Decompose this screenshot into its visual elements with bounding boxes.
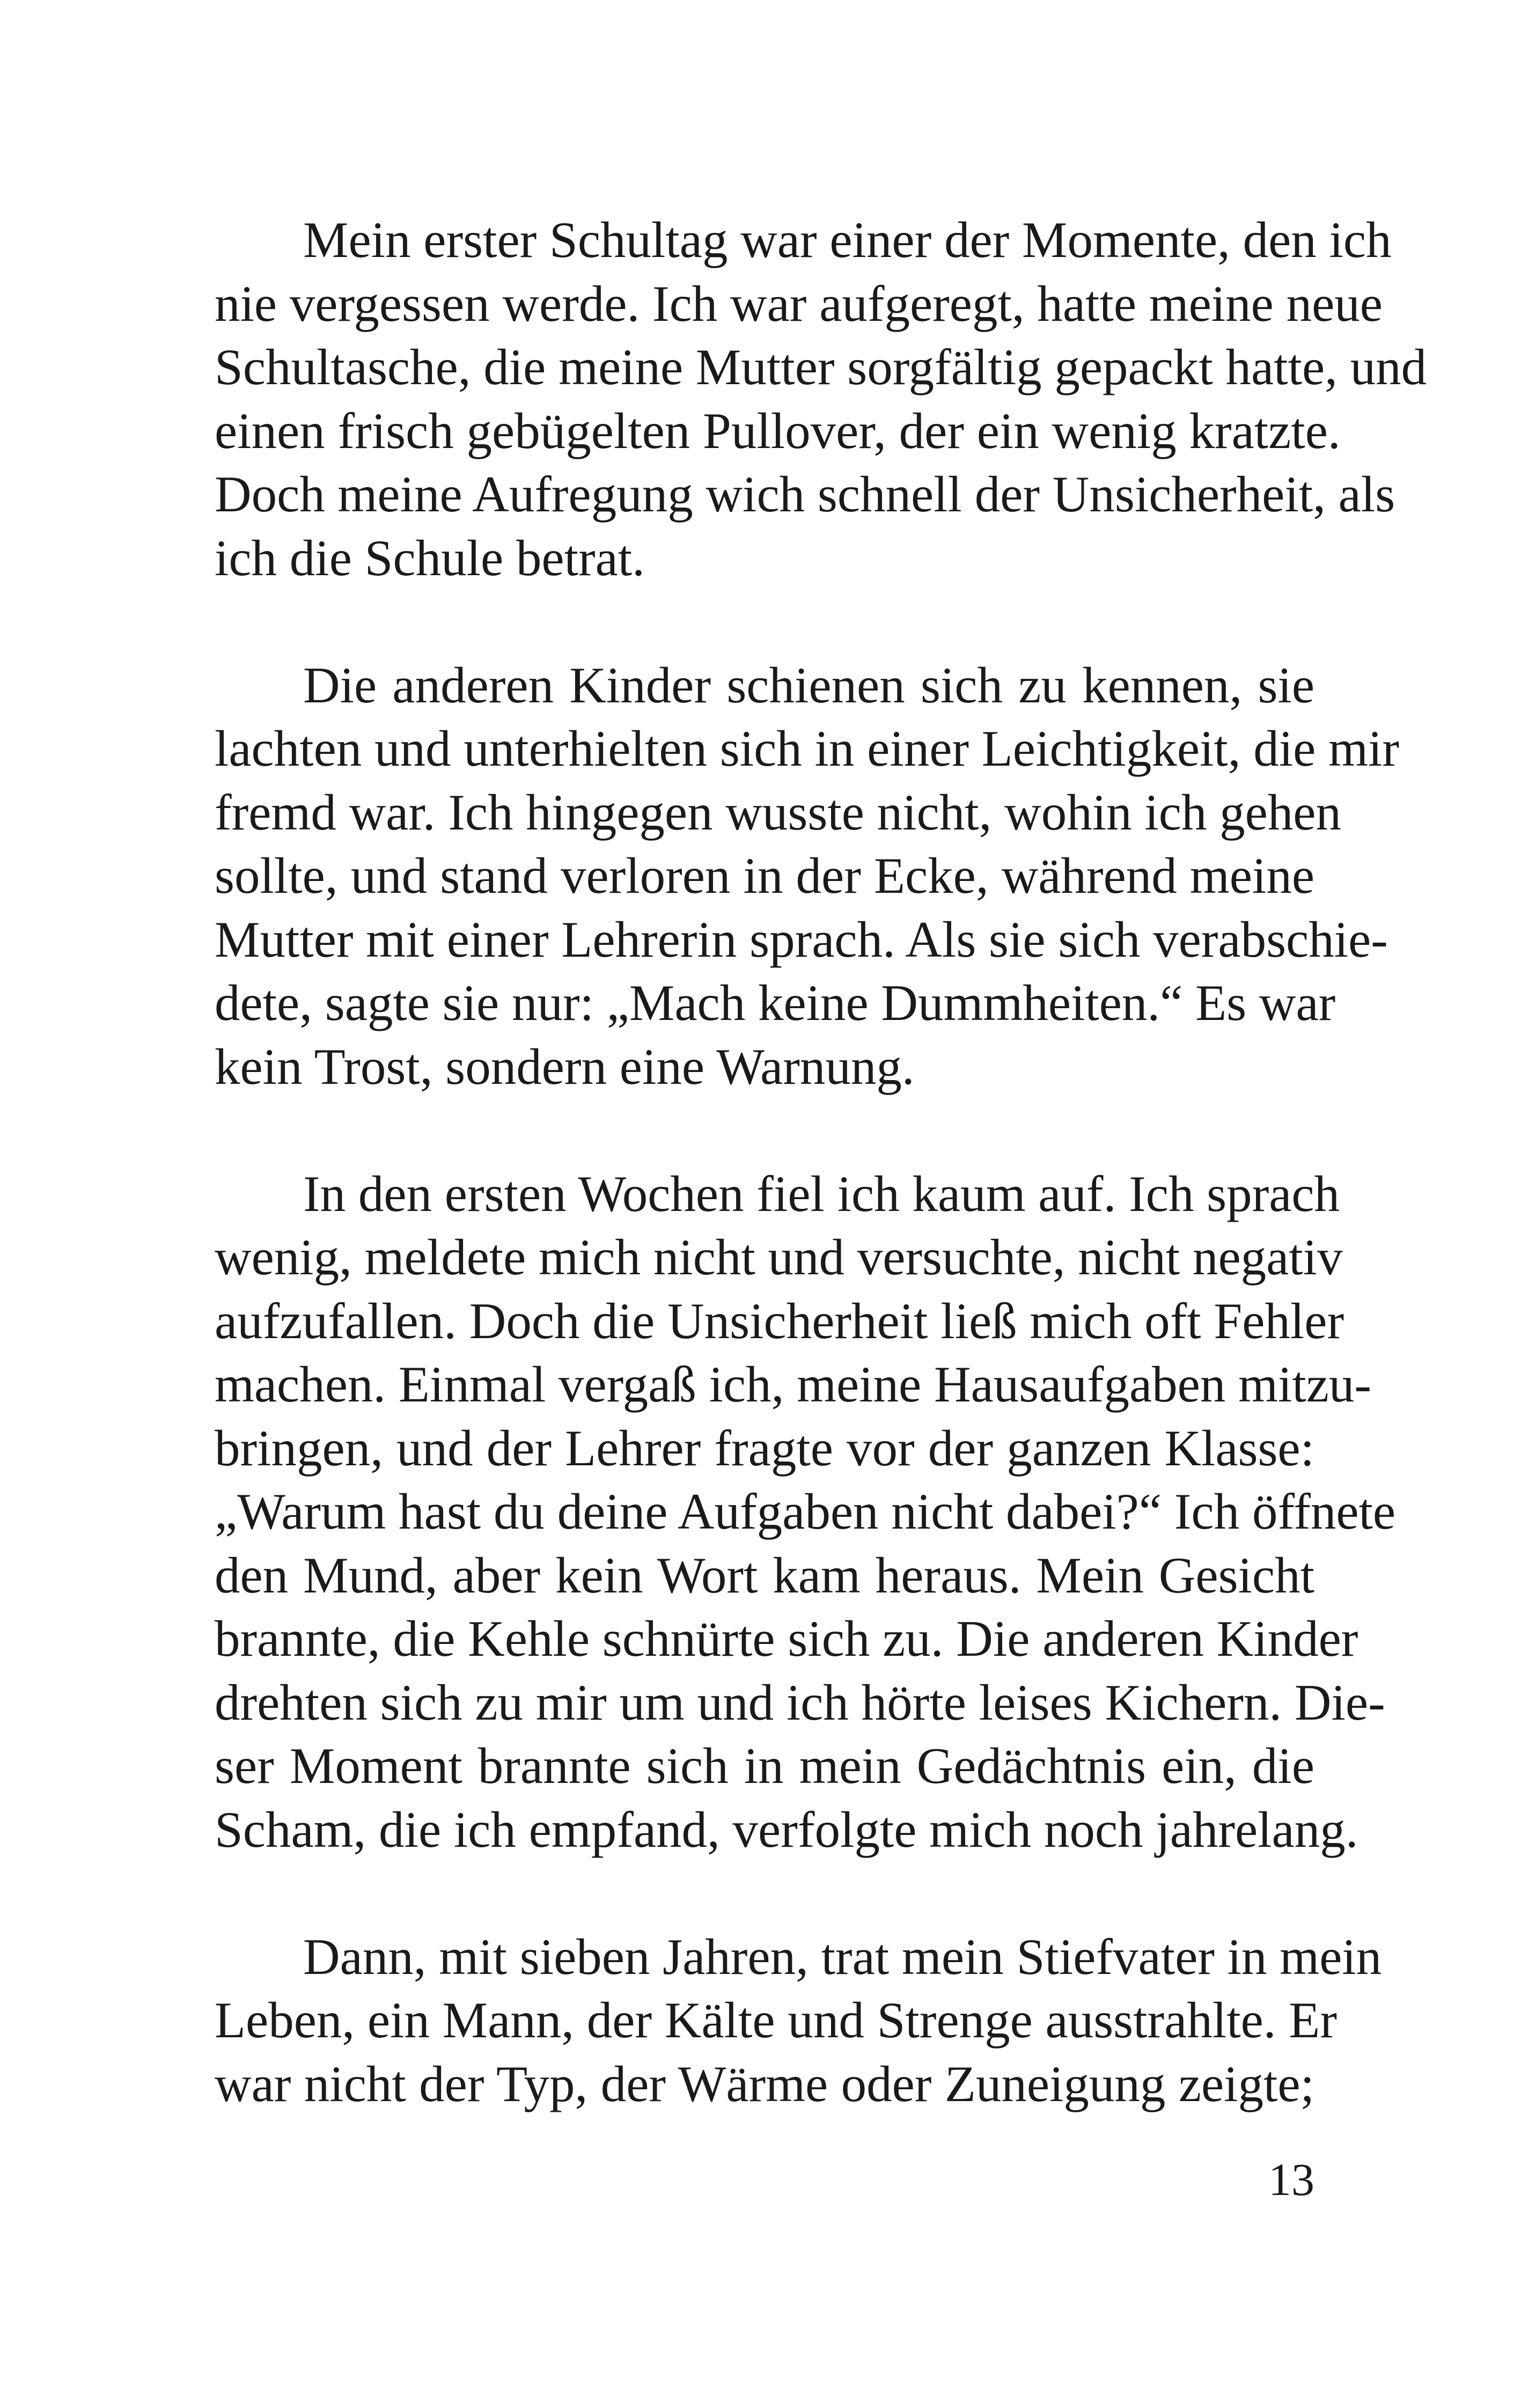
text-line: bringen, und der Lehrer fragte vor der ganzen Klasse: <box>215 1419 1314 1477</box>
text-line: Doch meine Aufregung wich schnell der Unsicherheit, als <box>215 466 1395 523</box>
text-line: Mein erster Schultag war einer der Momente, den ich <box>303 211 1392 268</box>
text-line: ser Moment brannte sich in mein Gedächtnis ein, die <box>215 1737 1314 1794</box>
paragraph-3 <box>215 1162 1396 1862</box>
text-line: sollte, und stand verloren in der Ecke, während meine <box>215 847 1314 904</box>
text-line: den Mund, aber kein Wort kam heraus. Mein Gesicht <box>215 1546 1314 1604</box>
text-line: aufzufallen. Doch die Unsicherheit ließ mich oft Fehler <box>215 1292 1344 1349</box>
text-line: kein Trost, sondern eine Warnung. <box>215 1038 915 1095</box>
text-line: wenig, meldete mich nicht und versuchte, nicht negativ <box>215 1229 1343 1286</box>
text-line: nie vergessen werde. Ich war aufgeregt, hatte meine neue <box>215 275 1383 332</box>
text-line: Dann, mit sieben Jahren, trat mein Stiefvater in mein <box>303 1928 1382 1985</box>
paragraph-4 <box>215 1925 1382 2116</box>
text-line: dete, sagte sie nur: „Mach keine Dummheiten.“ Es war <box>215 974 1336 1031</box>
text-line: Mutter mit einer Lehrerin sprach. Als sie sich verabschie- <box>215 911 1388 968</box>
text-line: Schultasche, die meine Mutter sorgfältig gepackt hatte, und <box>215 339 1427 395</box>
text-line: In den ersten Wochen fiel ich kaum auf. Ich sprach <box>303 1165 1340 1222</box>
text-line: lachten und unterhielten sich in einer Leichtigkeit, die mir <box>215 720 1400 777</box>
page-number: 13 <box>1268 2154 1314 2205</box>
text-line: drehten sich zu mir um und ich hörte leises Kichern. Die- <box>215 1673 1385 1731</box>
text-line: einen frisch gebügelten Pullover, der ein wenig kratzte. <box>215 402 1341 459</box>
text-line: Leben, ein Mann, der Kälte und Strenge ausstrahlte. Er <box>215 1992 1337 2049</box>
text-line: Scham, die ich empfand, verfolgte mich noch jahrelang. <box>215 1801 1358 1858</box>
text-line: „Warum hast du deine Aufgaben nicht dabei?“ Ich öffnete <box>215 1483 1396 1540</box>
text-line: ich die Schule betrat. <box>215 529 645 586</box>
text-line: war nicht der Typ, der Wärme oder Zuneigung zeigte; <box>215 2055 1314 2112</box>
paragraph-1 <box>215 208 1427 590</box>
text-line: fremd war. Ich hingegen wusste nicht, wohin ich gehen <box>215 783 1341 841</box>
text-line: brannte, die Kehle schnürte sich zu. Die anderen Kinder <box>215 1610 1358 1667</box>
body-text <box>215 208 1427 2179</box>
text-line: Die anderen Kinder schienen sich zu kennen, sie <box>303 656 1314 714</box>
paragraph-2 <box>215 654 1400 1099</box>
text-line: machen. Einmal vergaß ich, meine Hausaufgaben mitzu- <box>215 1356 1372 1413</box>
